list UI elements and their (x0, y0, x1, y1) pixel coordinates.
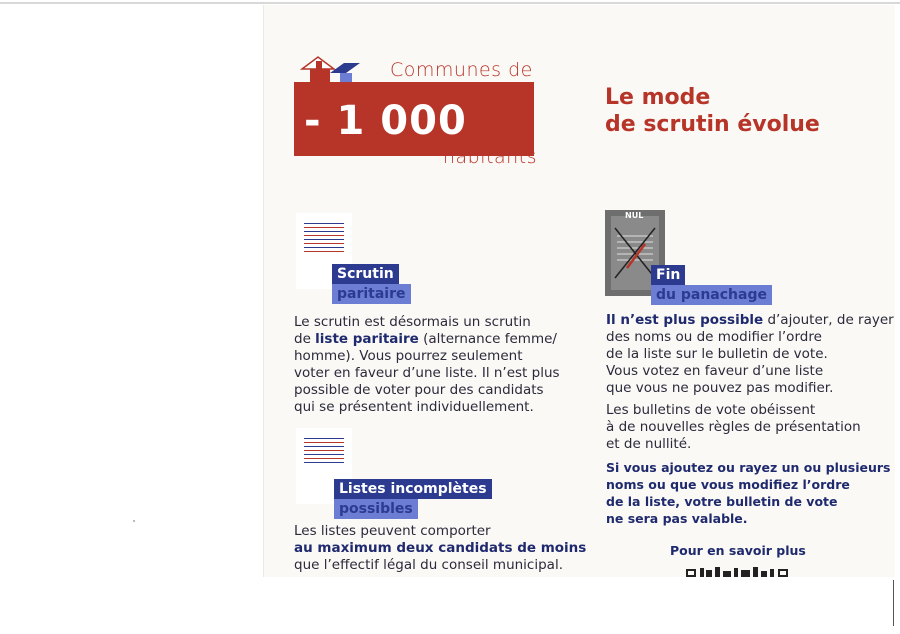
qr-code-icon[interactable] (686, 566, 792, 577)
page-edge-mark (893, 580, 894, 626)
text-line: noms ou que vous modifiez l’ordre (606, 477, 850, 492)
paritaire-text (294, 314, 560, 416)
nul-label: NUL (625, 211, 644, 220)
title-line-2: de scrutin évolue (605, 112, 820, 137)
panachage-text-1 (606, 312, 894, 397)
tag-scrutin: Scrutin (332, 264, 399, 284)
text-line: voter en faveur d’une liste. Il n’est plus (294, 365, 560, 381)
text-line: des noms ou de modifier l’ordre (606, 329, 822, 345)
top-edge-line (0, 2, 900, 4)
panachage-text-2 (606, 402, 861, 453)
text-line: Vous votez en faveur d’une liste (606, 363, 824, 379)
text-line: Les listes peuvent comporter (294, 523, 491, 539)
text-line: que vous ne pouvez pas modifier. (606, 380, 834, 396)
population-number: - 1 000 (304, 98, 467, 144)
text-line: à de nouvelles règles de présentation (606, 419, 861, 435)
tag-paritaire: paritaire (332, 284, 411, 304)
panachage-warning (606, 459, 891, 527)
scan-speck (133, 520, 135, 522)
tag-listes-incompletes: Listes incomplètes (334, 479, 492, 499)
text-line: de la liste, votre bulletin de vote (606, 494, 838, 509)
text-line: qui se présentent individuellement. (294, 399, 534, 415)
text-line: que l’effectif légal du conseil municipal. (294, 557, 563, 573)
text-line: Les bulletins de vote obéissent (606, 402, 816, 418)
page-title (605, 84, 820, 138)
text-line: Si vous ajoutez ou rayez un ou plusieurs (606, 460, 891, 475)
text-line: ne sera pas valable. (606, 511, 748, 526)
more-info-heading: Pour en savoir plus (670, 543, 806, 558)
title-line-1: Le mode (605, 85, 711, 110)
tag-panachage: du panachage (651, 285, 772, 305)
text-line: Le scrutin est désormais un scrutin (294, 314, 531, 330)
tag-fin: Fin (651, 265, 685, 285)
listes-text (294, 523, 586, 574)
communes-label: Communes de (390, 59, 533, 81)
tag-possibles: possibles (334, 499, 418, 519)
text-line: homme). Vous pourrez seulement (294, 348, 523, 364)
text-line: au maximum deux candidats de moins (294, 540, 587, 556)
text-line: possible de voter pour des candidats (294, 382, 544, 398)
habitants-label: habitants (443, 146, 538, 168)
text-line: de liste paritaire (alternance femme/ (294, 331, 557, 347)
text-line: et de nullité. (606, 436, 692, 452)
text-line: de la liste sur le bulletin de vote. (606, 346, 828, 362)
text-line: Il n’est plus possible d’ajouter, de rayer (606, 312, 894, 328)
